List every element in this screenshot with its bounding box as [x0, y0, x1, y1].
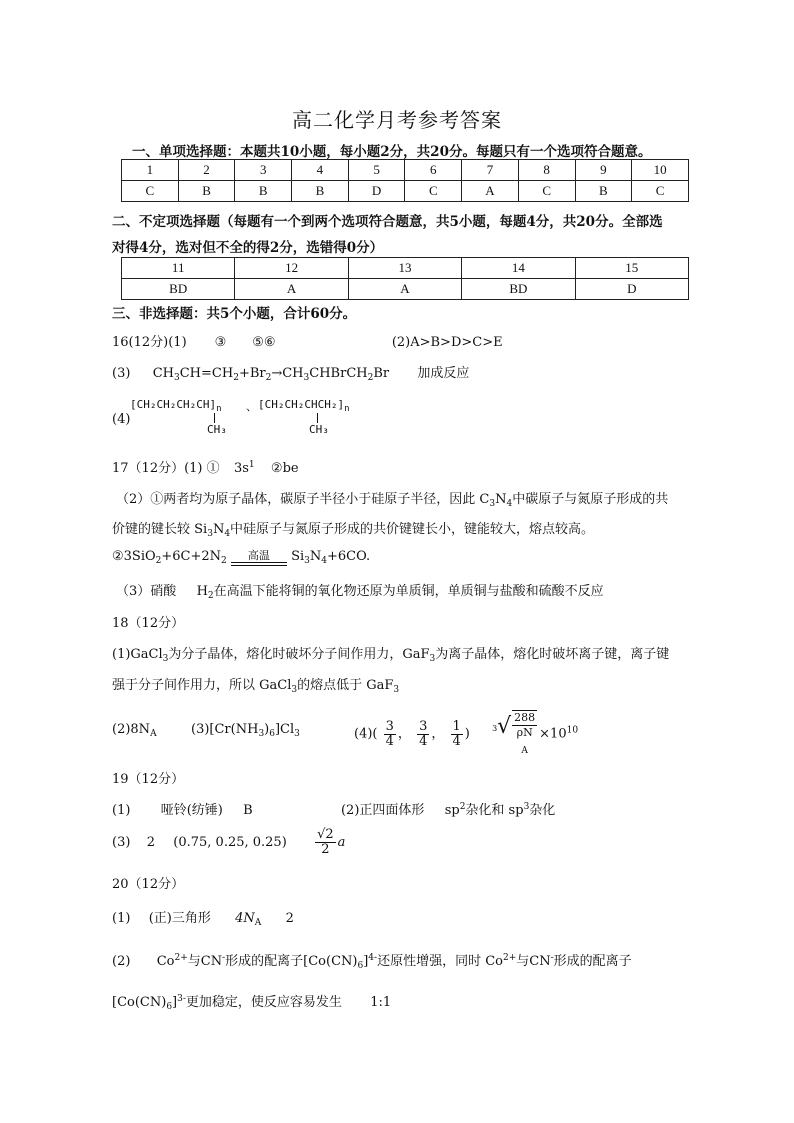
- table-cell: BD: [462, 279, 575, 300]
- text: Co: [156, 954, 175, 969]
- q16-choice-3: ③: [214, 335, 227, 350]
- sub: 2: [221, 556, 227, 566]
- denominator: 4: [419, 733, 428, 749]
- text: [Co(CN): [303, 954, 358, 969]
- text: (1)GaCl: [112, 647, 163, 662]
- sup: 1: [248, 460, 255, 470]
- text: 杂化和 sp: [465, 803, 524, 818]
- q20-header: 20（12分）: [112, 877, 185, 892]
- numerator: √2: [317, 827, 334, 842]
- table-cell: BD: [122, 279, 235, 300]
- text: 中硅原子与氮原子形成的共价键键长小，键能较大，熔点较高。: [230, 522, 595, 537]
- q17-answer-2: be: [282, 461, 299, 476]
- q16-choice-6: ⑥: [263, 335, 276, 350]
- q17-p2-line1: [116, 488, 668, 509]
- q18-p2: [112, 722, 157, 739]
- text: N: [212, 522, 225, 537]
- reaction-arrow: [231, 550, 287, 566]
- text: (2)正四面体形: [340, 803, 425, 818]
- sub: 4: [224, 529, 231, 539]
- text: 强于分子间作用力，所以 GaCl: [112, 678, 292, 693]
- table-cell: 12: [235, 258, 348, 279]
- text: [Co(CN): [112, 995, 167, 1010]
- sub: 6: [166, 1002, 173, 1012]
- text: 4N: [235, 911, 255, 926]
- text: (0.75, 0.25, 0.25): [173, 835, 287, 850]
- text: ，: [431, 726, 445, 742]
- sup: 3: [523, 802, 530, 812]
- table-cell: 5: [348, 160, 405, 181]
- circled-number: ②: [270, 461, 283, 476]
- label: (1): [112, 803, 131, 818]
- eq-sub: 3: [303, 373, 310, 383]
- q17-p3: [116, 580, 604, 601]
- q16-polymer-sep: 、: [246, 400, 257, 413]
- q18-p1-line2: [112, 674, 399, 695]
- table-cell: 14: [462, 258, 575, 279]
- q19-line3: [112, 828, 345, 857]
- sub: 2: [155, 556, 162, 566]
- root-index: 3: [492, 724, 498, 733]
- circled-number: ①: [206, 461, 220, 476]
- page-title: 高二化学月考参考答案: [292, 108, 502, 132]
- table-cell: C: [122, 181, 179, 202]
- table-cell: B: [178, 181, 235, 202]
- text: (正)三角形: [148, 911, 211, 926]
- q16-line3: [112, 362, 469, 383]
- sup: 2: [459, 802, 466, 812]
- numerator: 1: [452, 718, 461, 734]
- q17-header: 17（12分）(1): [112, 461, 203, 476]
- table-cell: A: [348, 279, 461, 300]
- table-row: [122, 181, 689, 202]
- table-cell: 2: [178, 160, 235, 181]
- table-cell: A: [462, 181, 519, 202]
- root-fraction: [512, 710, 537, 758]
- sup: 2+: [502, 953, 517, 963]
- text: 两者均为原子晶体，碳原子半径小于硅原子半径，因此 C: [163, 492, 490, 507]
- section1-heading: 一、单项选择题：本题共10小题，每小题2分，共20分。每题只有一个选项符合题意。: [132, 144, 652, 160]
- polymer-n: n: [216, 404, 222, 414]
- eq-sub: 3: [174, 373, 180, 383]
- sub: 4: [506, 499, 513, 509]
- text: ]Cl: [274, 722, 295, 737]
- sub: A: [150, 729, 157, 739]
- q16-branch-1: CH₃: [207, 423, 227, 436]
- text: ]: [172, 995, 178, 1010]
- sup: 4-: [368, 953, 378, 963]
- text: 为离子晶体，熔化时破坏离子键，离子键: [435, 647, 670, 662]
- sub: 6: [357, 961, 364, 971]
- text: 1:1: [370, 995, 392, 1010]
- text: N: [495, 492, 507, 507]
- text: ρN: [516, 726, 533, 739]
- table-cell: 3: [235, 160, 292, 181]
- sup: -: [222, 953, 226, 963]
- sub: 6: [269, 729, 275, 739]
- denominator: 4: [385, 733, 394, 749]
- text: 2: [285, 911, 294, 926]
- table-cell: B: [235, 181, 292, 202]
- table-cell: B: [292, 181, 349, 202]
- sup: 10: [566, 725, 579, 736]
- eq-text: CH=CH: [179, 366, 234, 381]
- text: 形成的配离子: [225, 954, 304, 969]
- text: (4)(: [354, 726, 378, 742]
- q16-part4-label: (4): [112, 412, 131, 427]
- sub: 3: [429, 654, 436, 664]
- circled-number: ①: [150, 492, 164, 507]
- q19-line1: [112, 799, 555, 818]
- table-cell: 11: [122, 258, 235, 279]
- eq-sub: 2: [265, 373, 272, 383]
- table-cell: 9: [575, 160, 632, 181]
- sub: 4: [321, 556, 327, 566]
- q20-line2: [112, 950, 632, 971]
- polymer-chain: [CH₂CH₂CH₂CH]: [130, 398, 217, 411]
- text: 哑铃(纺锤): [160, 803, 223, 818]
- table-cell: 13: [348, 258, 461, 279]
- fraction: [451, 720, 463, 749]
- q18-p1-line1: [112, 643, 669, 664]
- sub: 3: [207, 529, 213, 539]
- variable: a: [337, 835, 346, 850]
- text: 更加稳定，使反应容易发生: [185, 995, 342, 1010]
- text: H: [196, 584, 208, 599]
- q16-branch-2: CH₃: [309, 423, 329, 436]
- denominator: [512, 726, 537, 758]
- reaction-condition: 高温: [247, 549, 270, 562]
- q16-choice-5: ⑤: [252, 335, 264, 350]
- table-cell: 4: [292, 160, 349, 181]
- eq-sub: 2: [233, 373, 239, 383]
- sub: 3: [393, 685, 400, 695]
- q17-answer-1: 3s: [233, 461, 249, 476]
- text: 价键的键长较 Si: [112, 522, 208, 537]
- eq-text: →CH: [271, 366, 304, 381]
- eq-sub: 2: [367, 373, 374, 383]
- section2-heading-line2: 对得4分，选对但不全的得2分，选错得0分）: [112, 240, 384, 256]
- cube-root: [492, 710, 539, 758]
- radical-sign: √: [497, 714, 512, 739]
- table-row: [122, 258, 689, 279]
- text: 硝酸: [150, 584, 177, 599]
- text: B: [243, 803, 253, 818]
- q16-equation: [153, 366, 389, 381]
- sub: 3: [291, 685, 298, 695]
- text: ): [264, 722, 270, 737]
- sub: 3: [304, 556, 310, 566]
- q18-header: 18（12分）: [112, 616, 185, 631]
- fraction: [417, 720, 429, 749]
- table-cell: 8: [518, 160, 575, 181]
- text: 形成的配离子: [553, 954, 632, 969]
- q19-header: 19（12分）: [112, 772, 185, 787]
- q16-part2: (2)A>B>D>C>E: [391, 335, 503, 350]
- table-cell: C: [632, 181, 689, 202]
- table-row: [122, 160, 689, 181]
- text: ，: [397, 726, 411, 742]
- text: 中碳原子与氮原子形成的共: [512, 492, 669, 507]
- numerator: 3: [385, 718, 394, 734]
- text: 杂化: [529, 803, 556, 818]
- text: 为分子晶体，熔化时破坏分子间作用力，GaF: [168, 647, 430, 662]
- q17-equation: [112, 549, 370, 566]
- text: 2: [146, 835, 155, 850]
- eq-text: Br: [373, 366, 390, 381]
- table-cell: 6: [405, 160, 462, 181]
- table-row: [122, 279, 689, 300]
- text: N: [309, 549, 322, 564]
- fraction: [384, 720, 396, 749]
- branch-bond: [317, 413, 318, 423]
- sub: A: [254, 918, 262, 928]
- text: 的熔点低于 GaF: [297, 678, 394, 693]
- branch-bond: [214, 413, 215, 423]
- text: (2)8N: [112, 722, 151, 737]
- circled-number: ②: [112, 549, 124, 564]
- q18-p3: [191, 722, 300, 739]
- q18-p4: [354, 710, 578, 758]
- sup: -: [550, 953, 554, 963]
- label: (2): [112, 954, 131, 969]
- section3-heading: 三、非选择题：共5个小题，合计60分。: [112, 306, 357, 322]
- eq-text: CHBrCH: [309, 366, 368, 381]
- text: 还原性增强，同时 Co: [377, 954, 503, 969]
- sub: 3: [162, 654, 169, 664]
- text: Si: [291, 549, 305, 564]
- label: （2）: [116, 492, 151, 507]
- polymer-chain: [CH₂CH₂CHCH₂]: [258, 398, 345, 411]
- table-cell: B: [575, 181, 632, 202]
- q17-line1: [112, 457, 299, 476]
- table-cell: 10: [632, 160, 689, 181]
- q20-line3: [112, 991, 391, 1012]
- text: +6C+2N: [161, 549, 222, 564]
- q16-line1: [112, 331, 503, 350]
- text: sp: [444, 803, 460, 818]
- eq-text: CH: [152, 366, 174, 381]
- section2-heading-line1: 二、不定项选择题（每题有一个到两个选项符合题意，共5小题，每题4分，共20分。全部选: [112, 214, 663, 230]
- q16-polymer-1: [130, 398, 222, 414]
- q16-part3-label: (3): [112, 366, 131, 381]
- table-cell: A: [235, 279, 348, 300]
- sup: 3-: [177, 994, 186, 1004]
- eq-text: +Br: [238, 366, 266, 381]
- text: ): [464, 726, 470, 742]
- text: 与CN: [187, 954, 223, 969]
- table-cell: C: [518, 181, 575, 202]
- table-cell: D: [348, 181, 405, 202]
- table-cell: 1: [122, 160, 179, 181]
- q17-p2-line2: [112, 518, 594, 539]
- section2-table: [121, 257, 689, 300]
- table-cell: 7: [462, 160, 519, 181]
- section1-table: [121, 159, 689, 202]
- numerator: 3: [419, 718, 428, 734]
- label: (3): [112, 835, 131, 850]
- table-cell: D: [575, 279, 688, 300]
- fraction: [315, 828, 336, 857]
- label: (1): [112, 911, 131, 926]
- text: 与CN: [516, 954, 551, 969]
- label: （3）: [116, 584, 151, 599]
- denominator: 2: [321, 842, 330, 857]
- sub: 2: [207, 591, 214, 601]
- q16-header: 16(12分)(1): [112, 335, 187, 350]
- text: 在高温下能将铜的氧化物还原为单质铜，单质铜与盐酸和硫酸不反应: [213, 584, 604, 599]
- text: +6CO.: [326, 549, 371, 564]
- q16-reaction-type: 加成反应: [417, 366, 470, 381]
- text: ×10: [539, 726, 567, 742]
- table-cell: 15: [575, 258, 688, 279]
- sub: 3: [489, 499, 496, 509]
- sub: 3: [258, 729, 265, 739]
- q20-line1: [112, 907, 294, 928]
- table-cell: C: [405, 181, 462, 202]
- text: (3)[Cr(NH: [191, 722, 259, 737]
- polymer-n: n: [344, 404, 350, 414]
- q16-polymer-2: [258, 398, 350, 414]
- numerator: 288: [514, 711, 536, 724]
- text: 3SiO: [123, 549, 156, 564]
- sub: A: [521, 746, 528, 756]
- sub: 3: [294, 729, 300, 739]
- denominator: 4: [452, 733, 461, 749]
- sup: 2+: [174, 953, 188, 963]
- text: ]: [363, 954, 369, 969]
